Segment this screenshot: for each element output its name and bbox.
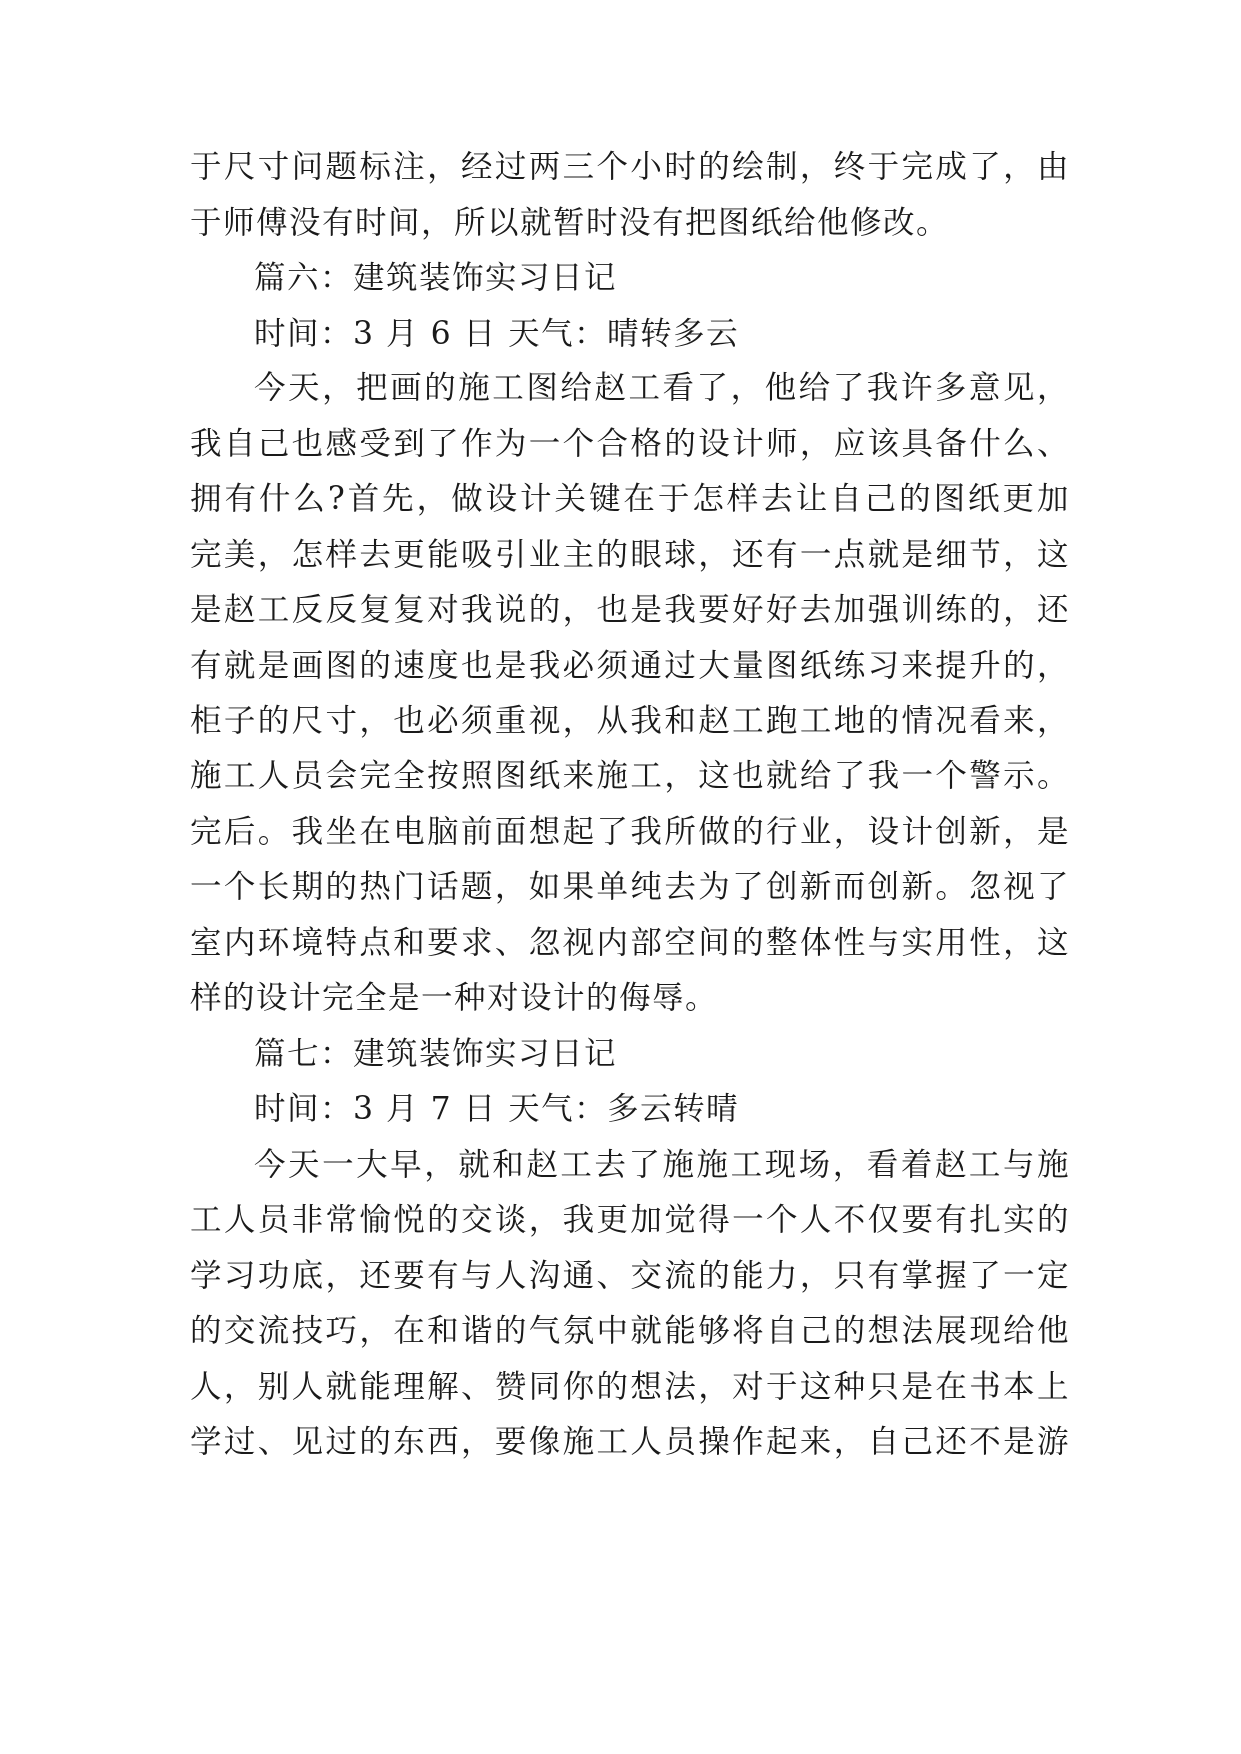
- text-line: 有就是画图的速度也是我必须通过大量图纸练习来提升的，: [190, 648, 1070, 684]
- text-line: 学过、见过的东西，要像施工人员操作起来，自己还不是游: [190, 1424, 1070, 1460]
- text-line: 拥有什么?首先，做设计关键在于怎样去让自己的图纸更加: [190, 481, 1070, 517]
- text-line: 今天，把画的施工图给赵工看了，他给了我许多意见，: [254, 370, 1070, 406]
- date-weather-line: 时间：3 月 6 日 天气：晴转多云: [254, 316, 740, 352]
- text-line: 人，别人就能理解、赞同你的想法，对于这种只是在书本上: [190, 1369, 1070, 1405]
- text-line: 完美，怎样去更能吸引业主的眼球，还有一点就是细节，这: [190, 537, 1070, 573]
- text-line: 完后。我坐在电脑前面想起了我所做的行业，设计创新，是: [190, 814, 1070, 850]
- text-line: 学习功底，还要有与人沟通、交流的能力，只有掌握了一定: [190, 1258, 1070, 1294]
- text-line: 工人员非常愉悦的交谈，我更加觉得一个人不仅要有扎实的: [190, 1202, 1070, 1238]
- text-line: 的交流技巧，在和谐的气氛中就能够将自己的想法展现给他: [190, 1313, 1070, 1349]
- text-line: 我自己也感受到了作为一个合格的设计师，应该具备什么、: [190, 426, 1070, 462]
- section-heading: 篇六：建筑装饰实习日记: [254, 260, 618, 296]
- text-line: 柜子的尺寸，也必须重视，从我和赵工跑工地的情况看来，: [190, 703, 1070, 739]
- text-line: 是赵工反反复复对我说的，也是我要好好去加强训练的，还: [190, 592, 1070, 628]
- text-line: 施工人员会完全按照图纸来施工，这也就给了我一个警示。: [190, 758, 1070, 794]
- text-line: 于师傅没有时间，所以就暂时没有把图纸给他修改。: [190, 205, 950, 241]
- text-line: 样的设计完全是一种对设计的侮辱。: [190, 980, 719, 1016]
- text-line: 一个长期的热门话题，如果单纯去为了创新而创新。忽视了: [190, 869, 1070, 905]
- text-line: 于尺寸问题标注，经过两三个小时的绘制，终于完成了，由: [190, 149, 1070, 185]
- section-heading: 篇七：建筑装饰实习日记: [254, 1036, 618, 1072]
- date-weather-line: 时间：3 月 7 日 天气：多云转晴: [254, 1091, 740, 1127]
- text-line: 今天一大早，就和赵工去了施施工现场，看着赵工与施: [254, 1147, 1070, 1183]
- text-line: 室内环境特点和要求、忽视内部空间的整体性与实用性，这: [190, 925, 1070, 961]
